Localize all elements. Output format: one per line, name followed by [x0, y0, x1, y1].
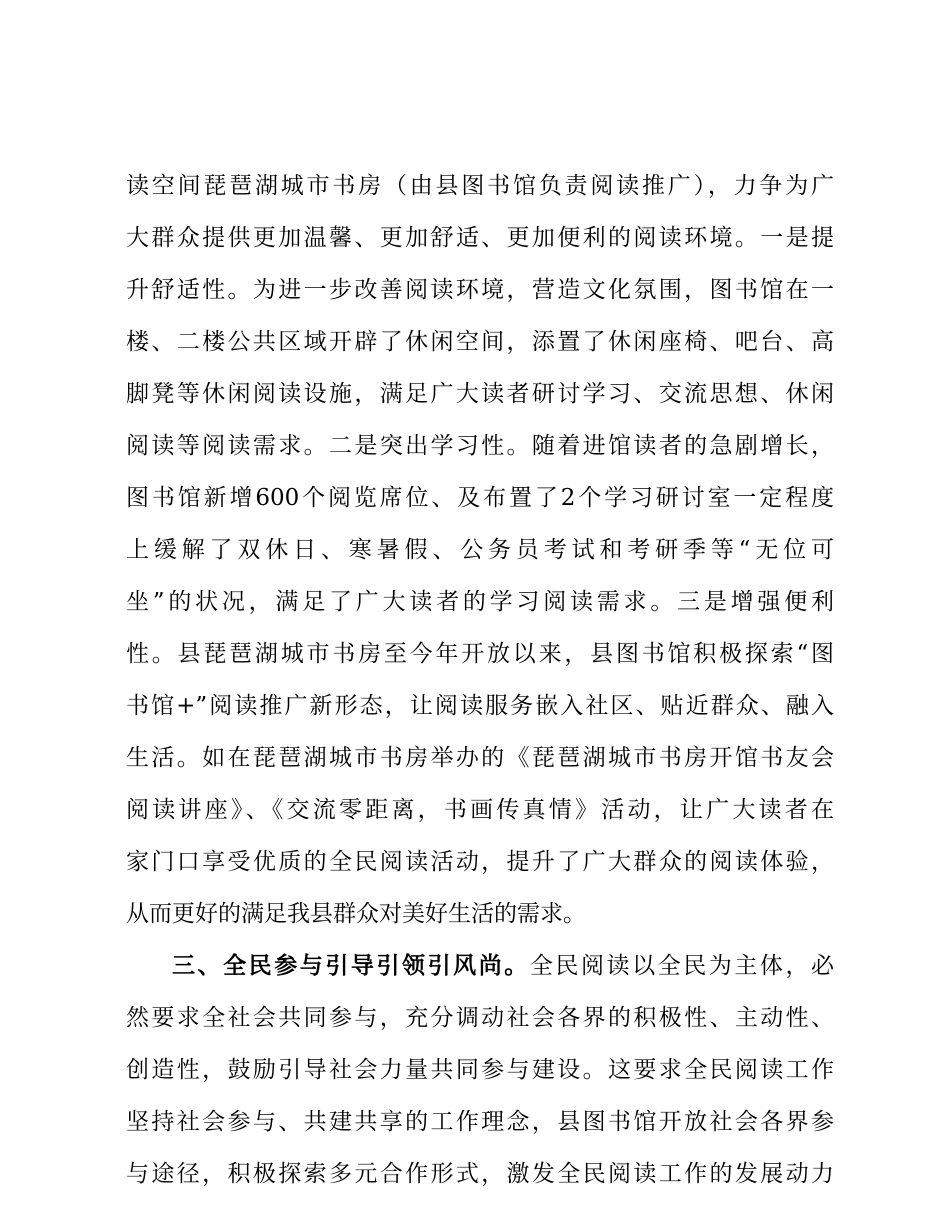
paragraph-line: 与途径，积极探索多元合作形式，激发全民阅读工作的发展动力	[126, 1161, 834, 1187]
paragraph-line: 上缓解了双休日、寒暑假、公务员考试和考研季等“无位可	[126, 537, 834, 563]
paragraph-line: 图书馆新增600个阅览席位、及布置了2个学习研讨室一定程度	[126, 485, 834, 511]
paragraph-line: 阅读讲座》、《交流零距离，书画传真情》活动，让广大读者在	[126, 797, 834, 823]
paragraph-line: 大群众提供更加温馨、更加舒适、更加便利的阅读环境。一是提	[126, 225, 834, 251]
paragraph-line: 家门口享受优质的全民阅读活动，提升了广大群众的阅读体验，	[126, 849, 834, 875]
paragraph-line: 书馆+”阅读推广新形态，让阅读服务嵌入社区、贴近群众、融入	[126, 693, 834, 719]
paragraph-line: 生活。如在琵琶湖城市书房举办的《琵琶湖城市书房开馆书友会	[126, 745, 834, 771]
paragraph-line: 升舒适性。为进一步改善阅读环境，营造文化氛围，图书馆在一	[126, 277, 834, 303]
paragraph-line: 坐”的状况，满足了广大读者的学习阅读需求。三是增强便利	[126, 589, 834, 615]
paragraph-line: 楼、二楼公共区域开辟了休闲空间，添置了休闲座椅、吧台、高	[126, 329, 834, 355]
paragraph-line: 读空间琵琶湖城市书房（由县图书馆负责阅读推广），力争为广	[126, 173, 834, 199]
paragraph-line: 坚持社会参与、共建共享的工作理念，县图书馆开放社会各界参	[126, 1109, 834, 1135]
paragraph-line: 从而更好的满足我县群众对美好生活的需求。	[126, 901, 586, 927]
paragraph-line: 性。县琵琶湖城市书房至今年开放以来，县图书馆积极探索“图	[126, 641, 834, 667]
section-three-first-line	[172, 946, 834, 986]
section-three-heading: 三、全民参与引导引领引风尚。	[172, 953, 530, 979]
paragraph-line: 然要求全社会共同参与，充分调动社会各界的积极性、主动性、	[126, 1005, 834, 1031]
paragraph-line: 脚凳等休闲阅读设施，满足广大读者研讨学习、交流思想、休闲	[126, 381, 834, 407]
paragraph-line: 创造性，鼓励引导社会力量共同参与建设。这要求全民阅读工作	[126, 1057, 834, 1083]
section-three-text: 全民阅读以全民为主体，必	[529, 953, 835, 979]
paragraph-line: 阅读等阅读需求。二是突出学习性。随着进馆读者的急剧增长，	[126, 433, 834, 459]
